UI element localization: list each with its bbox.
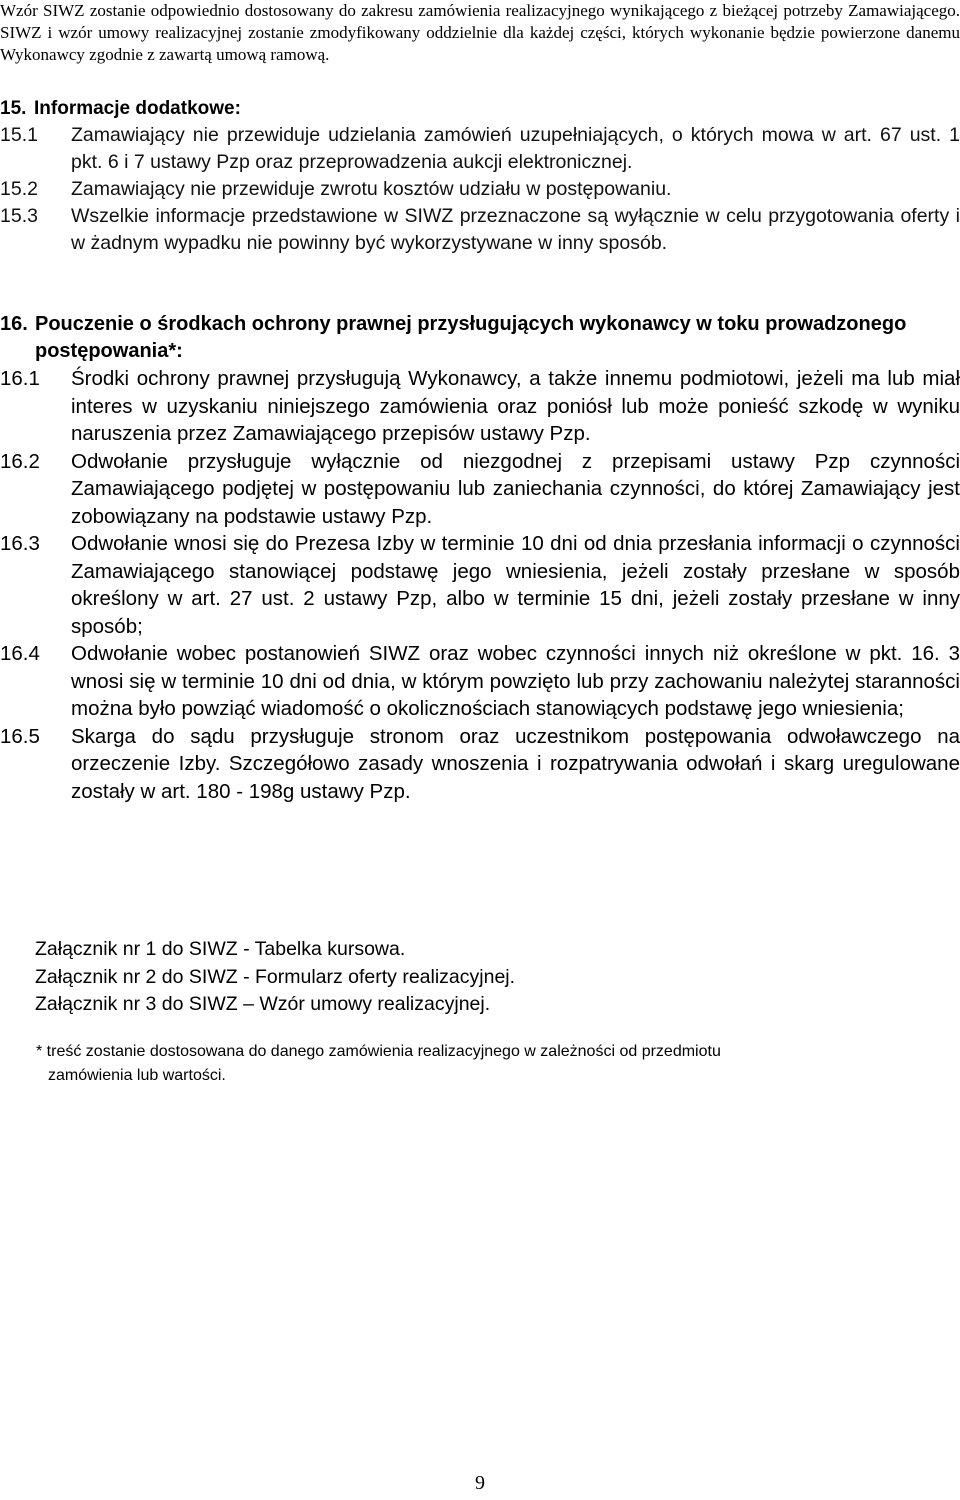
section-16 (0, 311, 960, 805)
section-15-number: 15. (0, 98, 27, 119)
section-16-title: Pouczenie o środkach ochrony prawnej przysługujących wykonawcy w toku prowadzonego postępowania*: (35, 313, 907, 362)
list-item-15-3 (0, 203, 960, 257)
item-number: 16.1 (0, 367, 40, 390)
section-16-heading (0, 311, 960, 365)
item-text: Odwołanie przysługuje wyłącznie od niezgodnej z przepisami ustawy Pzp czynności Zamawiającego podjętej w postępowaniu lub zaniechania czynności, do której Zamawiający jest zobowiązany na podstawie ustawy Pzp. (71, 449, 960, 528)
attachment-line: Załącznik nr 2 do SIWZ - Formularz oferty realizacyjnej. (35, 965, 516, 988)
intro-paragraph: Wzór SIWZ zostanie odpowiednio dostosowany do zakresu zamówienia realizacyjnego wynikającego z bieżącej potrzeby Zamawiającego. SIWZ i wzór umowy realizacyjnej zostanie zmodyfikowany oddzielnie dla każdej części, których wykonanie będzie powierzone danemu Wykonawcy zgodnie z zawartą umową ramową. (0, 1, 960, 64)
section-15-title: Informacje dodatkowe: (34, 98, 241, 119)
item-number: 15.3 (0, 205, 38, 227)
section-16-number: 16. (0, 313, 28, 335)
list-item-16-1 (0, 365, 960, 448)
item-number: 16.3 (0, 532, 40, 555)
item-text: Środki ochrony prawnej przysługują Wykonawcy, a także innemu podmiotowi, jeżeli ma lub miał interes w uzyskaniu niniejszego zamówienia oraz poniósł lub może ponieść szkodę w wyniku naruszenia przez Zamawiającego przepisów ustawy Pzp. (71, 367, 960, 445)
section-15-heading (0, 96, 960, 122)
list-item-16-4 (0, 640, 960, 723)
footnote (36, 1040, 916, 1088)
section-15 (0, 96, 960, 257)
item-text: Skarga do sądu przysługuje stronom oraz uczestnikom postępowania odwoławczego na orzeczenie Izby. Szczegółowo zasady wnoszenia i rozpatrywania odwołań i skarg uregulowane zostały w art. 180 - 198g ustawy Pzp. (71, 724, 960, 803)
attachment-line: Załącznik nr 1 do SIWZ - Tabelka kursowa. (35, 938, 406, 960)
item-number: 15.2 (0, 178, 38, 200)
list-item-15-1 (0, 122, 960, 176)
list-item-16-5 (0, 723, 960, 806)
footnote-line-1: * treść zostanie dostosowana do danego zamówienia realizacyjnego w zależności od przedmiotu (36, 1043, 721, 1060)
footnote-line-2: zamówienia lub wartości. (48, 1067, 226, 1084)
item-text: Zamawiający nie przewiduje zwrotu kosztów udziału w postępowaniu. (71, 178, 672, 200)
item-text: Wszelkie informacje przedstawione w SIWZ przeznaczone są wyłącznie w celu przygotowania oferty i w żadnym wypadku nie powinny być wykorzystywane w inny sposób. (71, 205, 960, 254)
list-item-16-2 (0, 448, 960, 531)
item-text: Zamawiający nie przewiduje udzielania zamówień uzupełniających, o których mowa w art. 67 ust. 1 pkt. 6 i 7 ustawy Pzp oraz przeprowadzenia aukcji elektronicznej. (71, 124, 960, 173)
list-item-16-3 (0, 530, 960, 640)
item-number: 16.5 (0, 724, 40, 748)
attachments-list (35, 936, 515, 1019)
item-number: 16.2 (0, 449, 40, 473)
item-number: 16.4 (0, 642, 40, 665)
item-text: Odwołanie wobec postanowień SIWZ oraz wobec czynności innych niż określone w pkt. 16. 3 wnosi się w terminie 10 dni od dnia, w którym powzięto lub przy zachowaniu należytej staranności można było powziąć wiadomość o okolicznościach stanowiących podstawę jego wniesienia; (71, 642, 960, 720)
item-text: Odwołanie wnosi się do Prezesa Izby w terminie 10 dni od dnia przesłania informacji o czynności Zamawiającego stanowiącej podstawę jego wniesienia, jeżeli zostały przesłane w sposób określony w art. 27 ust. 2 ustawy Pzp, albo w terminie 15 dni, jeżeli zostały przesłane w inny sposób; (71, 532, 960, 638)
attachment-line: Załącznik nr 3 do SIWZ – Wzór umowy realizacyjnej. (35, 993, 491, 1015)
item-number: 15.1 (0, 124, 38, 146)
page-number: 9 (475, 1472, 485, 1494)
list-item-15-2 (0, 176, 960, 203)
